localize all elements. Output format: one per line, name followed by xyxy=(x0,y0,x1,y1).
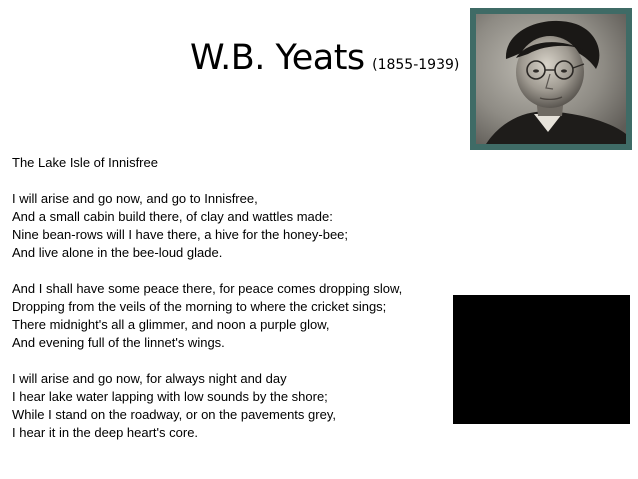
poem-line: I will arise and go now, for always night and day xyxy=(12,371,287,386)
stanza-3 xyxy=(12,370,472,442)
stanza-2 xyxy=(12,280,472,352)
poem-line: While I stand on the roadway, or on the pavements grey, xyxy=(12,407,336,422)
poem-line: Dropping from the veils of the morning to where the cricket sings; xyxy=(12,299,387,314)
poem-line: I hear it in the deep heart's core. xyxy=(12,425,199,440)
poem-line: I hear lake water lapping with low sounds by the shore; xyxy=(12,389,328,404)
title-name: W.B. Yeats xyxy=(190,38,365,78)
poem-line: And a small cabin build there, of clay and wattles made: xyxy=(12,209,333,224)
poem-line: And I shall have some peace there, for peace comes dropping slow, xyxy=(12,281,403,296)
slide-title xyxy=(190,38,459,78)
title-dates: (1855-1939) xyxy=(372,57,460,73)
black-image-box xyxy=(453,295,630,424)
stanza-1 xyxy=(12,190,472,262)
poem-line: And live alone in the bee-loud glade. xyxy=(12,245,223,260)
poem-line: And evening full of the linnet's wings. xyxy=(12,335,225,350)
portrait-frame xyxy=(470,8,632,150)
poem xyxy=(12,154,472,460)
poem-line: There midnight's all a glimmer, and noon a purple glow, xyxy=(12,317,330,332)
poem-line: Nine bean-rows will I have there, a hive for the honey-bee; xyxy=(12,227,349,242)
portrait-photo xyxy=(476,14,626,144)
poem-title: The Lake Isle of Innisfree xyxy=(12,155,158,170)
poem-line: I will arise and go now, and go to Innisfree, xyxy=(12,191,258,206)
